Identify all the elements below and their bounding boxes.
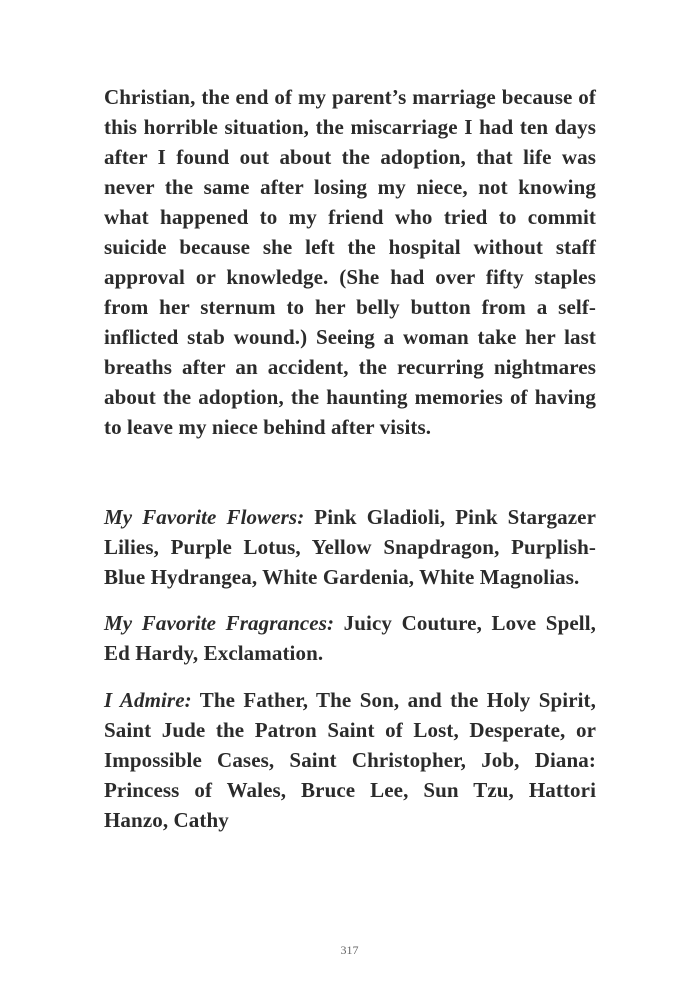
favorite-fragrances-paragraph	[104, 608, 596, 668]
page-number: 317	[340, 943, 359, 957]
favorite-flowers-paragraph	[104, 502, 596, 592]
favorite-flowers-label: My Favorite Flowers:	[104, 505, 305, 529]
page-body	[104, 82, 596, 835]
admire-label: I Admire:	[104, 688, 192, 712]
favorite-flowers-text: Pink Gladioli, Pink Stargazer Lilies, Purple Lotus, Yellow Snapdragon, Purplish-Blue Hydrangea, White Gardenia, White Magnolias.	[104, 505, 596, 589]
favorite-fragrances-text: Juicy Couture, Love Spell, Ed Hardy, Exclamation.	[104, 611, 596, 665]
admire-paragraph	[104, 685, 596, 835]
body-paragraph: Christian, the end of my parent’s marriage because of this horrible situation, the miscarriage I had ten days after I found out about the adoption, that life was never the same after losing my niece, not knowing what happened to my friend who tried to commit suicide because she left the hospital without staff approval or knowledge. (She had over fifty staples from her sternum to her belly button from a self-inflicted stab wound.) Seeing a woman take her last breaths after an accident, the recurring nightmares about the adoption, the haunting memories of having to leave my niece behind after visits.	[104, 85, 596, 439]
admire-text: The Father, The Son, and the Holy Spirit, Saint Jude the Patron Saint of Lost, Desperate, or Impossible Cases, Saint Christopher, Job, Diana: Princess of Wales, Bruce Lee, Sun Tzu, Hattori Hanzo, Cathy	[104, 688, 596, 832]
favorite-fragrances-label: My Favorite Fragrances:	[104, 611, 335, 635]
